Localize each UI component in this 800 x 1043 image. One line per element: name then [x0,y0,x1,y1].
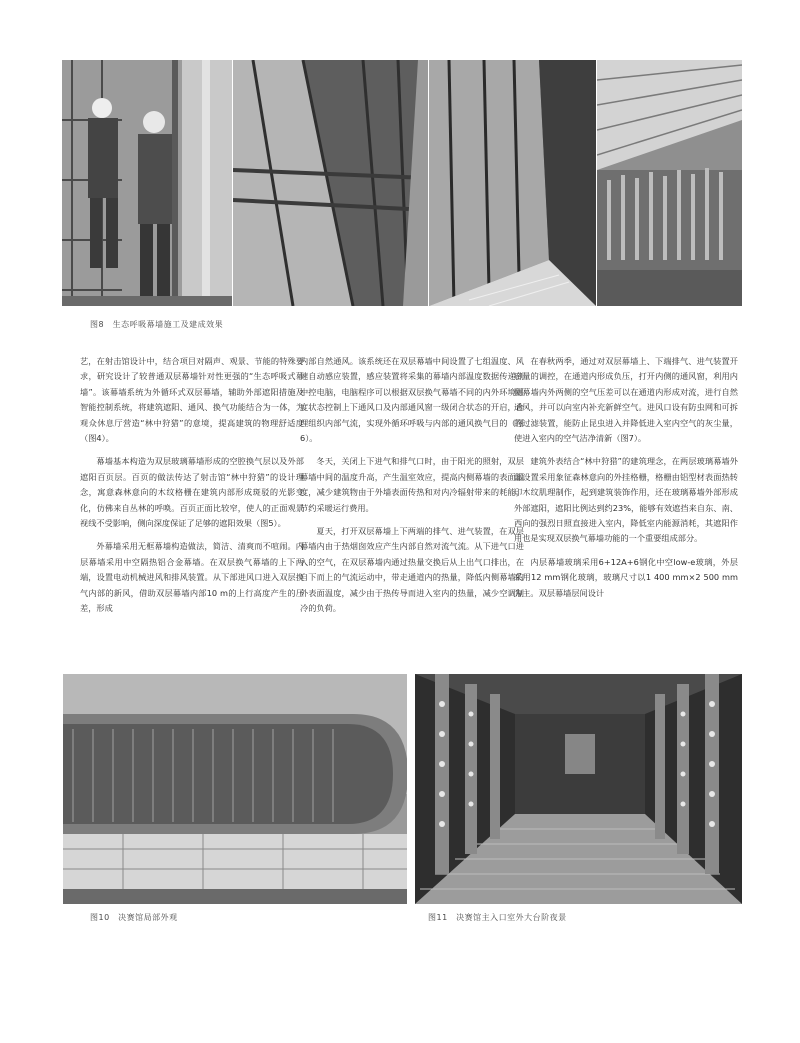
paragraph: 建筑外表结合“林中狩猎”的建筑理念，在两层玻璃幕墙外部设置采用象征森林意向的外挂格栅，格栅由铝型材表面热转印木纹肌理制作，起到建筑装饰作用，还在玻璃幕墙外部形成外部遮阳，遮阳比例达到约23%，能够有效遮挡来自东、南、西向的强烈日照直接进入室内，降低室内能源消耗，其遮阳作用也是实现双层换气幕墙功能的一个重要组成部分。 [514,456,738,544]
paragraph: 内层幕墙玻璃采用6+12A+6钢化中空low-e玻璃，外层采用12 mm钢化玻璃，玻璃尺寸以1 400 mm×2 500 mm为主。双层幕墙层间设计 [514,556,738,598]
fig8-photo-louvers [597,60,742,306]
fig11-caption: 图11 决赛馆主入口室外大台阶夜景 [428,913,567,922]
paragraph: 幕墙基本构造为双层玻璃幕墙形成的空腔换气层以及外部遮阳百页层。百页的做法传达了射击馆“林中狩猎”的设计理念，寓意森林意向的木纹格栅在建筑内部形成斑驳的光影变化，仿佛来自丛林的呼唤。百页正面比较窄，使人的正面观景视线不受影响，侧向深度保证了足够的遮阳效果（图5）。 [80,456,304,529]
fig8-photo-facade-interior [233,60,428,306]
fig11-photo-night-steps [415,674,742,904]
fig10-photo-exterior [63,674,407,904]
text-column-1 [80,354,304,625]
fig10-caption: 图10 决赛馆局部外观 [90,913,178,922]
paragraph: 艺，在射击馆设计中，结合项目对隔声、观景、节能的特殊要求，研究设计了较普通双层幕墙针对性更强的“生态呼吸式幕墙”。该幕墙系统为外循环式双层幕墙，辅助外部遮阳措施及智能控制系统，将建筑遮阳、通风、换气功能结合为一体，为观众休息厅营造“林中狩猎”的意境，提高建筑的物理舒适度（图4）。 [80,356,304,444]
paragraph: 在春秋两季，通过对双层幕墙上、下端排气、进气装置开启量的调控，在通道内形成负压，打开内侧的通风窗，利用内侧幕墙内外两侧的空气压差可以在通道内形成对流，进行自然通风，并可以向室内补充新鲜空气。进风口设有防虫网和可拆的过滤装置，能防止昆虫进入并降低进入室内空气的灰尘量，使进入室内的空气洁净清新（图7）。 [514,356,738,444]
fig8-photo-corridor [429,60,596,306]
text-column-2 [300,354,524,625]
paragraph: 内部自然通风。该系统还在双层幕墙中间设置了七组温度、风速自动感应装置，感应装置将采集的幕墙内部温度数据传递到中控电脑，电脑程序可以根据双层换气幕墙不同的内外环境温度状态控制上下通风口及内部通风窗一级闭合状态的开启，合理组织内部气流，实现外循环呼吸与内部的通风换气目的（图6）。 [300,356,524,444]
text-column-3 [514,354,738,609]
paragraph: 外幕墙采用无框幕墙构造做法，简洁、清爽而不喧闹。内层幕墙采用中空隔热铝合金幕墙。在双层换气幕墙的上下两端，设置电动机械进风和排风装置。从下部进风口进入双层换气内部的新风，借助双层幕墙内部10 m的上行高度产生的压差，形成 [80,541,304,614]
paragraph: 夏天，打开双层幕墙上下两端的排气、进气装置，在双层幕墙内由于热烟囱效应产生内部自然对流气流。从下进气口进入的空气，在双层幕墙内通过热量交换后从上出气口排出，在自下而上的气流运动中，带走通道内的热量，降低内侧幕墙的外表面温度，减少由于热传导而进入室内的热量，减少空调制冷的负荷。 [300,526,524,614]
fig8-photo-construction [62,60,232,306]
paragraph: 冬天，关闭上下进气和排气口时，由于阳光的照射，双层幕墙中间的温度升高，产生温室效应，提高内侧幕墙的表面温度，减少建筑物由于外墙表面传热和对内冷辐射带来的耗能，节约采暖运行费用。 [300,456,524,513]
fig8-caption: 图8 生态呼吸幕墙施工及建成效果 [90,320,224,329]
